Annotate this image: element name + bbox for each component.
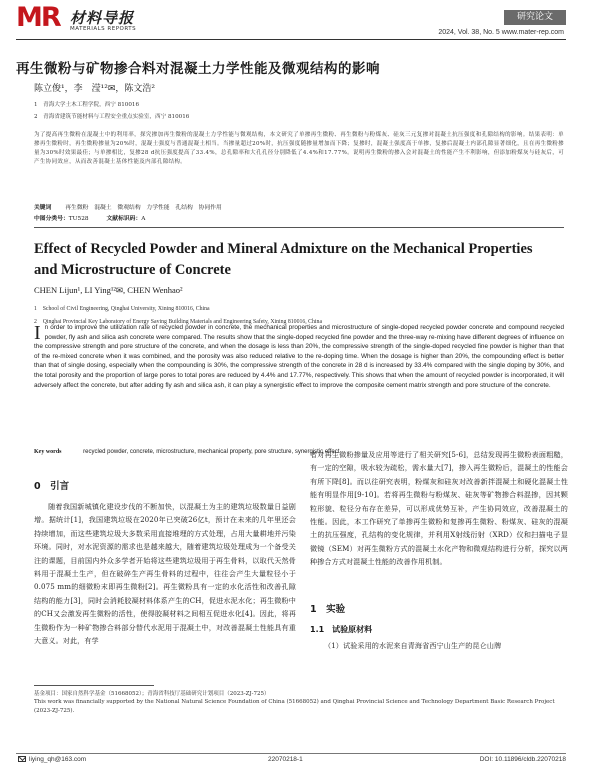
- section-0-left-text: 随着我国新城镇化建设步伐的不断加快，以混凝土为主的建筑垃圾数量日益剧增。据统计[1]，我国建筑垃圾在2020年已突破26亿t，预计在未来的几年里还会持续增加，而这些建筑垃圾大多数采用直接堆埋的方式处理，占用大量耕地并污染环境。同时，对水泥资源的需求也是越来越大，随着建筑垃圾处理成为一个备受关注的课题，目前国内外众多学者开始将这些建筑垃圾用于再生骨料，以取代天然骨料用于混凝土生产，但在破碎生产再生骨料的过程中，往往会产生大量粒径小于0.075 mm的细微粉末即再生微粉[2]。再生微粉具有一定的水化活性和改善孔隙结构的能力[3]，同时会消耗胶凝材料体系产生的CH，促进水泥水化；再生微粉中的CH又会激发再生微粉的活性，使得胶凝材料之间相互促进水化[4]。因此，将再生微粉作为一种矿物掺合料部分替代水泥用于混凝土中，对改善混凝土性能具有重大意义。对此，有学: [34, 502, 296, 646]
- keywords-english: [34, 449, 339, 455]
- abstract-dropcap: I: [34, 322, 41, 344]
- authors-english: [34, 285, 322, 325]
- keywords-chinese: [34, 202, 222, 211]
- affiliation-cn-1: 1 青海大学土木工程学院，西宁 810016: [34, 102, 140, 108]
- section-1-1-text: （1）试验采用的水泥来自青海省西宁山生产的昆仑山牌: [324, 641, 502, 650]
- section-0-left-column: [34, 500, 296, 647]
- clc-value: TU528: [68, 216, 89, 222]
- header-divider: [16, 39, 566, 40]
- section-1-1-heading: 1.1 试验原材料: [310, 625, 373, 634]
- footer-doi[interactable]: DOI: 10.11896/cldb.22070218: [479, 756, 566, 763]
- section-1-heading: 1 实验: [310, 604, 346, 615]
- section-0-right-column: 者对再生微粉掺量及应用等进行了相关研究[5-6]，总结发现再生微粉表面粗糙，有一定的空隙，吸水较为疏松，需水量大[7]，掺入再生微粉后，混凝土的性能会有所下降[8]。而以往研究表明，粉煤灰和硅灰对改善新拌混凝土和硬化混凝土性能有明显作用[9-10]。若将再生微粉与粉煤灰、硅灰等矿物掺合料混掺，因其颗粒形貌、粒径分布存在差异，可以形成优势互补，产生协同效应，改善混凝土的性能。因此，本工作研究了单掺再生微粉和复掺再生微粉、粉煤灰、硅灰的混凝土的抗压强度，孔结构的变化规律，并利用X射线衍射（XRD）仪和扫描电子显微镜（SEM）对再生微粉方式的混凝土水化产物和微观结构进行分析，探究以两种掺合方式对混凝土性能的改善作用机制。: [310, 450, 568, 567]
- email-address[interactable]: liying_qh@163.com: [29, 756, 87, 763]
- journal-logo: [16, 4, 206, 34]
- logo-chinese-name: 材料导报: [70, 9, 135, 27]
- keywords-cn-values: 再生微粉 混凝土 微观结构 力学性能 孔结构 协同作用: [65, 205, 222, 211]
- footer-email[interactable]: [18, 756, 86, 763]
- affiliation-cn-2: 2 青海省建筑节能材料与工程安全重点实验室，西宁 810016: [34, 114, 190, 120]
- abstract-english: [34, 323, 564, 390]
- logo-mark: MR: [16, 2, 60, 33]
- abstract-en-text: n order to improve the utilization rate of recycled powder in concrete, the mechanical properties and microstructure of single-doped recycled powder concrete and compound recycled powder, fly ash and silica ash concrete were compared. The results show that the single-doped recycled fine powder and the three-way re-mixing have different degrees of influence on the compressive strength and pore structure of the concrete, and when the dosage is less than 20%, the compressive strength of the single-doped recycled fine powder is higher than that of the re-mixed concrete when it was combined, and the porosity was also reduced relative to the re-doping time. When the dosage is higher than 20%, the compounding effect is better than that of single dosing, especially when the compounding is 30%, the compressive strength of the concrete in 28 d is increased by 33.4% compared with the single doping by 30%, and the total porosity and the proportion of large pores to total pores are reduced by 4.4% and 17.77%, respectively. This shows that when the amount of recycled powder is incorporated, it will adversely affect the concrete, but after adding fly ash and silica ash, it can play a synergistic effect to improve the composite cement matrix strength and pore structure of the concrete.: [34, 324, 564, 389]
- keywords-en-label: Key words: [34, 449, 62, 455]
- title-english: Effect of Recycled Powder and Mineral Admixture on the Mechanical Properties and Microstructure of Concrete: [34, 241, 533, 278]
- author-list-cn: 陈立俊¹，李 滢¹²✉，陈文浩²: [34, 84, 155, 94]
- classification-codes: [34, 213, 145, 222]
- doc-code-label: 文献标识码：: [106, 216, 142, 222]
- journal-meta: 2024, Vol. 38, No. 5 www.mater-rep.com: [438, 29, 564, 36]
- clc-label: 中图分类号：: [34, 216, 69, 222]
- footnote-divider: [34, 685, 154, 686]
- affiliation-en-1: 1 School of Civil Engineering, Qinghai University, Xining 810016, China: [34, 306, 210, 312]
- section-0-heading: 0 引言: [34, 481, 70, 492]
- logo-english-name: MATERIALS REPORTS: [70, 26, 137, 32]
- mail-icon: [18, 756, 26, 762]
- abstract-divider: [34, 227, 564, 228]
- keywords-en-values: recycled powder, concrete, microstructure, mechanical property, pore structure, synergistic effect: [83, 449, 340, 455]
- authors-chinese: [34, 81, 189, 120]
- footer-page-code: 22070218-1: [268, 756, 303, 763]
- title-chinese: 再生微粉与矿物掺合料对混凝土力学性能及微观结构的影响: [16, 61, 380, 77]
- keywords-cn-label: 关键词: [34, 205, 52, 211]
- abstract-chinese: 为了提高再生微粉在混凝土中的利用率，探究掺加再生微粉的混凝土力学性能与微观结构，本文研究了单掺再生微粉、再生微粉与粉煤灰、硅灰三元复掺对混凝土抗压强度和孔隙结构的影响。结果表明：单掺再生微粉时，再生微粉掺量为20%时，混凝土强度与普通混凝土相当。当掺量超过20%时，抗压强度随掺量增加而下降；复掺时，混凝土强度高于单掺，复掺后混凝土内部孔隙显著细化，且在再生微粉掺量为30%时效果最佳；与单掺相比，复掺28 d抗压强度提高了33.4%，总孔隙率和大孔孔径分别降低了4.4%和17.77%。说明再生微粉的掺入会对混凝土的性能产生不利影响，但添加粉煤灰与硅灰后，可产生协同效应，从而改善混凝土基体性能及内部孔隙结构。: [34, 132, 564, 165]
- affiliation-en-2: 2 Qinghai Provincial Key Laboratory of Energy Saving Building Materials and Engineering Safety, Xining 810016, China: [34, 319, 323, 325]
- funding-footnote: 基金项目：国家自然科学基金（51668052）；青海省科技厅基础研究计划项目（2023-ZJ-725） This work was financially supported by the National Natural Science Foundation of China (51668052) and Qinghai Provincial Science and Technology Department Basic Research Project (2023-ZJ-725).: [34, 691, 555, 714]
- article-type-badge: 研究论文: [504, 10, 566, 25]
- footer-divider: [16, 753, 566, 754]
- doc-code-value: A: [141, 216, 146, 222]
- author-list-en: CHEN Lijun¹, LI Ying¹²✉, CHEN Wenhao²: [34, 285, 183, 295]
